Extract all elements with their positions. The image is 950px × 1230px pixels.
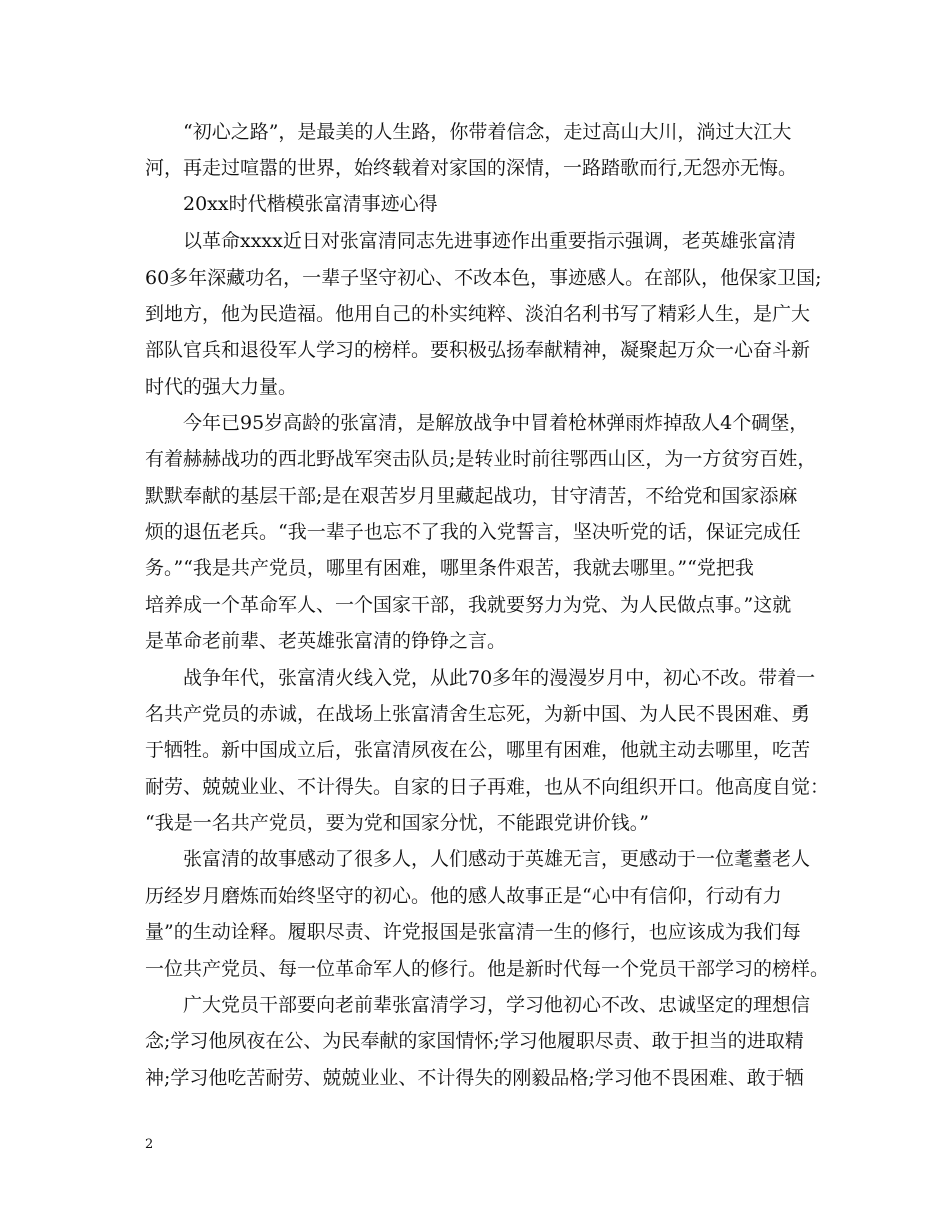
section-heading: 20xx时代楷模张富清事迹心得: [145, 193, 438, 215]
text-line: 烦的退伍老兵。“我一辈子也忘不了我的入党誓言，坚决听党的话，保证完成任: [145, 521, 801, 543]
text-line: 有着赫赫战功的西北野战军突击队员;是转业时前往鄂西山区，为一方贫穷百姓，: [145, 448, 817, 470]
text-line: 培养成一个革命军人、一个国家干部，我就要努力为党、为人民做点事。”这就: [145, 594, 792, 616]
text-line: 到地方，他为民造福。他用自己的朴实纯粹、淡泊名利书写了精彩人生，是广大: [145, 303, 811, 325]
text-line: 60多年深藏功名，一辈子坚守初心、不改本色，事迹感人。在部队，他保家卫国;: [145, 267, 822, 289]
text-line: 河，再走过喧嚣的世界，始终载着对家国的深情，一路踏歌而行,无怨亦无悔。: [145, 157, 798, 179]
text-line: 历经岁月磨炼而始终坚守的初心。他的感人故事正是“心中有信仰，行动有力: [145, 885, 782, 907]
text-line: “我是一名共产党员，要为党和国家分忧，不能跟党讲价钱。”: [145, 812, 649, 834]
text-line: 以革命xxxx近日对张富清同志先进事迹作出重要指示强调，老英雄张富清: [145, 230, 796, 252]
text-line: 一位共产党员、每一位革命军人的修行。他是新时代每一个党员干部学习的榜样。: [145, 958, 830, 980]
text-line: 是革命老前辈、老英雄张富清的铮铮之言。: [145, 630, 507, 652]
text-line: 务。”“我是共产党员，哪里有困难，哪里条件艰苦，我就去哪里。”“党把我: [145, 557, 754, 579]
text-line: 今年已95岁高龄的张富清，是解放战争中冒着枪林弹雨炸掉敌人4个碉堡，: [145, 412, 809, 434]
text-line: 名共产党员的赤诚，在战场上张富清舍生忘死，为新中国、为人民不畏困难、勇: [145, 703, 811, 725]
text-line: 时代的强大力量。: [145, 376, 298, 398]
text-line: 部队官兵和退役军人学习的榜样。要积极弘扬奉献精神，凝聚起万众一心奋斗新: [145, 339, 811, 361]
text-line: 量”的生动诠释。履职尽责、许党报国是张富清一生的修行，也应该成为我们每: [145, 921, 801, 943]
text-line: 念;学习他夙夜在公、为民奉献的家国情怀;学习他履职尽责、敢于担当的进取精: [145, 1030, 804, 1052]
text-line: 耐劳、兢兢业业、不计得失。自家的日子再难，也从不向组织开口。他高度自觉：: [145, 776, 830, 798]
text-line: 默默奉献的基层干部;是在艰苦岁月里藏起战功，甘守清苦，不给党和国家添麻: [145, 485, 798, 507]
text-line: 于牺牲。新中国成立后，张富清夙夜在公，哪里有困难，他就主动去哪里，吃苦: [145, 739, 811, 761]
page-number: 2: [145, 1137, 154, 1152]
text-line: 战争年代，张富清火线入党，从此70多年的漫漫岁月中，初心不改。带着一: [145, 667, 816, 689]
text-line: “初心之路”，是最美的人生路，你带着信念，走过高山大川，淌过大江大: [145, 121, 792, 143]
text-line: 广大党员干部要向老前辈张富清学习，学习他初心不改、忠诚坚定的理想信: [145, 994, 811, 1016]
text-line: 张富清的故事感动了很多人，人们感动于英雄无言，更感动于一位耄耋老人: [145, 848, 811, 870]
text-line: 神;学习他吃苦耐劳、兢兢业业、不计得失的刚毅品格;学习他不畏困难、敢于牺: [145, 1067, 804, 1089]
